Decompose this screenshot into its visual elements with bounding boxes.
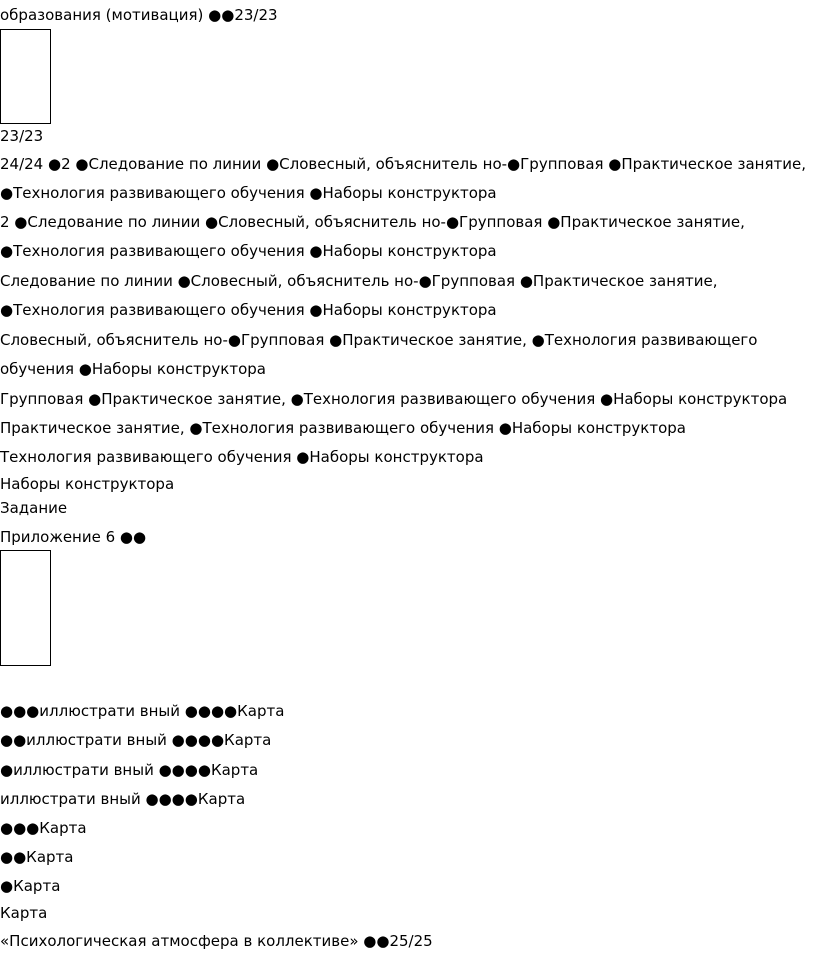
text-line-11: Групповая ●Практическое занятие, ●Технология развивающего обучения ●Наборы конструктора <box>0 390 788 408</box>
text-line-12: Практическое занятие, ●Технология развивающего обучения ●Наборы конструктора <box>0 419 686 437</box>
text-line-18: ●●иллюстрати вный ●●●●Карта <box>0 731 272 749</box>
text-line-13: Технология развивающего обучения ●Наборы конструктора <box>0 448 484 466</box>
text-line-7: Следование по линии ●Словесный, объяснитель но-●Групповая ●Практическое занятие, <box>0 272 718 290</box>
text-line-5: 2 ●Следование по линии ●Словесный, объяснитель но-●Групповая ●Практическое занятие, <box>0 213 745 231</box>
text-line-3: 24/24 ●2 ●Следование по линии ●Словесный, объяснитель но-●Групповая ●Практическое занятие, <box>0 155 806 173</box>
text-line-19: ●иллюстрати вный ●●●●Карта <box>0 761 259 779</box>
text-line-9: Словесный, объяснитель но-●Групповая ●Практическое занятие, ●Технология развивающего <box>0 331 758 349</box>
text-line-16: Приложение 6 ●● <box>0 528 147 546</box>
text-line-20: иллюстрати вный ●●●●Карта <box>0 790 246 808</box>
text-line-15: Задание <box>0 499 68 517</box>
text-line-4: ●Технология развивающего обучения ●Наборы конструктора <box>0 184 497 202</box>
text-line-25: «Психологическая атмосфера в коллективе» ●●25/25 <box>0 932 433 950</box>
image-placeholder-2 <box>0 550 51 666</box>
text-line-23: ●Карта <box>0 877 61 895</box>
text-line-24: Карта <box>0 904 48 922</box>
text-line-8: ●Технология развивающего обучения ●Наборы конструктора <box>0 301 497 319</box>
text-line-21: ●●●Карта <box>0 819 87 837</box>
text-line-22: ●●Карта <box>0 848 74 866</box>
text-line-10: обучения ●Наборы конструктора <box>0 360 266 378</box>
text-line-6: ●Технология развивающего обучения ●Наборы конструктора <box>0 242 497 260</box>
text-line-1: образования (мотивация) ●●23/23 <box>0 6 278 24</box>
text-line-14: Наборы конструктора <box>0 475 175 493</box>
image-placeholder-1 <box>0 29 51 124</box>
text-line-2: 23/23 <box>0 127 44 145</box>
text-line-17: ●●●иллюстрати вный ●●●●Карта <box>0 702 285 720</box>
